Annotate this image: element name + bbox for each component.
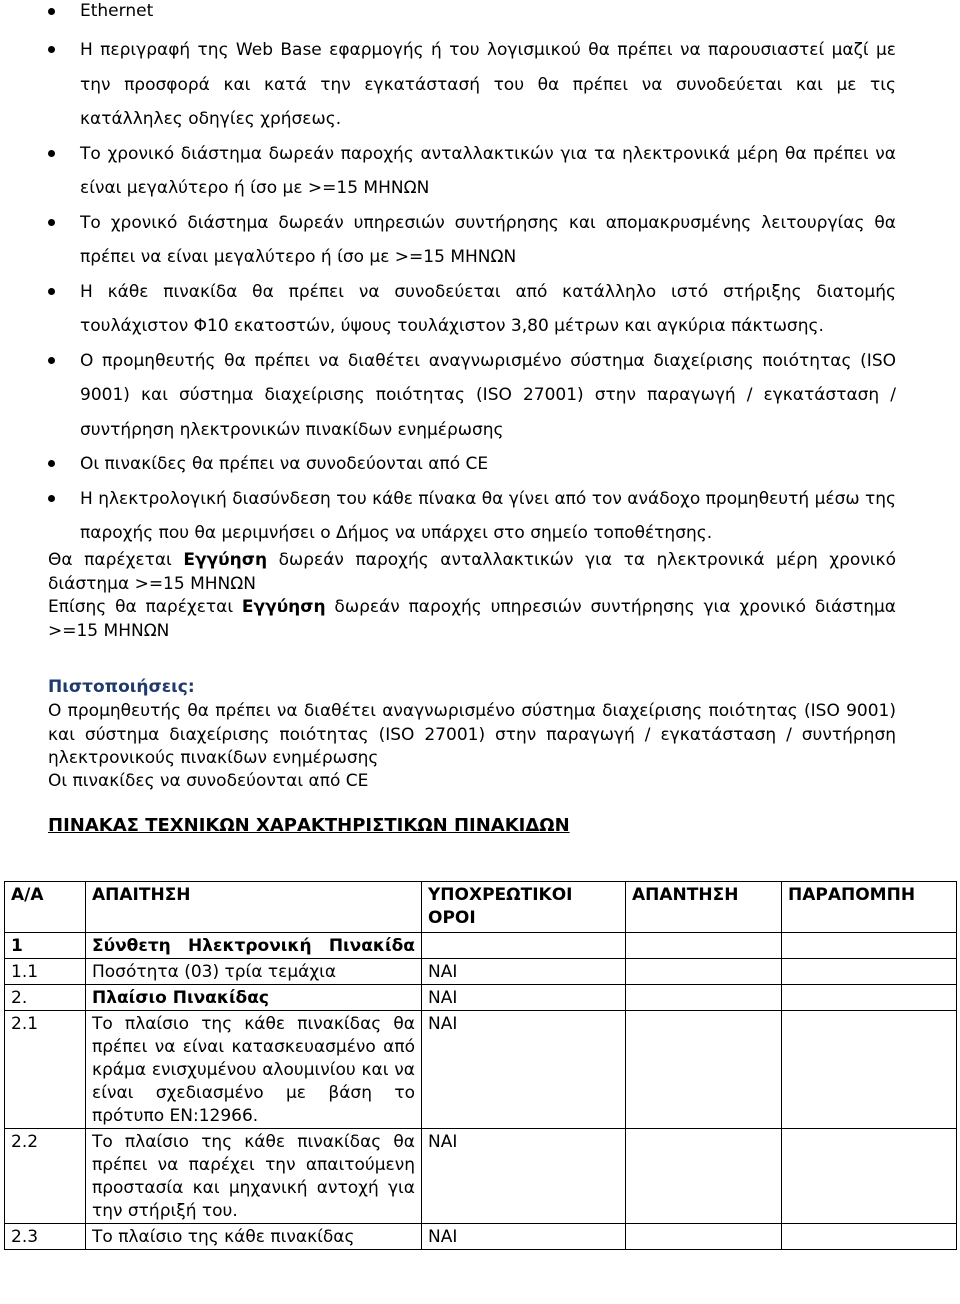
header-reference: ΠΑΡΑΠΟΜΠΗ	[782, 882, 957, 933]
bullet-icon	[48, 495, 55, 502]
table-row	[5, 985, 957, 1011]
table-row	[5, 959, 957, 985]
row-requirement: Ποσότητα (03) τρία τεμάχια	[86, 959, 422, 985]
certifications-ce: Οι πινακίδες να συνοδεύονται από CE	[48, 771, 369, 791]
requirements-list	[0, 0, 960, 551]
technical-spec-table	[4, 881, 957, 1250]
row-mandatory: ΝΑΙ	[422, 1129, 626, 1224]
row-reference	[782, 1129, 957, 1224]
row-answer	[626, 1011, 782, 1129]
row-reference	[782, 1011, 957, 1129]
bullet-icon	[48, 150, 55, 157]
table-row	[5, 933, 957, 959]
row-mandatory: ΝΑΙ	[422, 959, 626, 985]
table-title: ΠΙΝΑΚΑΣ ΤΕΧΝΙΚΩΝ ΧΑΡΑΚΤΗΡΙΣΤΙΚΩΝ ΠΙΝΑΚΙΔΩΝ	[48, 815, 570, 836]
header-mandatory: ΥΠΟΧΡΕΩΤΙΚΟΙ ΟΡΟΙ	[422, 882, 626, 933]
list-item: Η περιγραφή της Web Base εφαρμογής ή του λογισμικού θα πρέπει να παρουσιαστεί μαζί με την προσφορά και κατά την εγκατάστασή του θα πρέπει να συνοδεύεται και με τις κατάλληλες οδηγίες χρήσεως.	[0, 33, 960, 137]
row-no: 1	[5, 933, 86, 959]
row-answer	[626, 1224, 782, 1250]
row-mandatory: ΝΑΙ	[422, 985, 626, 1011]
row-reference	[782, 1224, 957, 1250]
row-mandatory: ΝΑΙ	[422, 1224, 626, 1250]
row-mandatory	[422, 933, 626, 959]
bullet-icon	[48, 288, 55, 295]
row-no: 2.2	[5, 1129, 86, 1224]
table-header-row	[5, 882, 957, 933]
bullet-icon	[48, 357, 55, 364]
row-requirement: Πλαίσιο Πινακίδας	[86, 985, 422, 1011]
row-requirement: Το πλαίσιο της κάθε πινακίδας θα πρέπει να είναι κατασκευασμένο από κράμα ενισχυμένου αλουμινίου και να είναι σχεδιασμένο με βάση το πρότυπο EN:12966.	[86, 1011, 422, 1129]
certifications-text: Ο προμηθευτής θα πρέπει να διαθέτει αναγνωρισμένο σύστημα διαχείρισης ποιότητας (ISO 9001) και σύστημα διαχείρισης ποιότητας (ISO 27001) στην παραγωγή / εγκατάσταση / συντήρηση ηλεκτρονικούς πινακίδων ενημέρωσης	[48, 701, 896, 768]
bullet-icon	[48, 460, 55, 467]
warranty-parts-paragraph: Θα παρέχεται Εγγύηση δωρεάν παροχής ανταλλακτικών για τα ηλεκτρονικά μέρη χρονικό διάστημα >=15 ΜΗΝΩΝ	[48, 550, 896, 594]
row-no: 2.	[5, 985, 86, 1011]
row-answer	[626, 959, 782, 985]
row-requirement: Σύνθετη Ηλεκτρονική Πινακίδα	[86, 933, 422, 959]
row-answer	[626, 933, 782, 959]
row-reference	[782, 985, 957, 1011]
row-mandatory: ΝΑΙ	[422, 1011, 626, 1129]
row-no: 1.1	[5, 959, 86, 985]
header-answer: ΑΠΑΝΤΗΣΗ	[626, 882, 782, 933]
bullet-icon	[48, 46, 55, 53]
row-requirement: Το πλαίσιο της κάθε πινακίδας θα πρέπει να παρέχει την απαιτούμενη προστασία και μηχανική αντοχή για την στήριξή του.	[86, 1129, 422, 1224]
header-no: Α/Α	[5, 882, 86, 933]
list-item: Η κάθε πινακίδα θα πρέπει να συνοδεύεται από κατάλληλο ιστό στήριξης διατομής τουλάχιστον Φ10 εκατοστών, ύψους τουλάχιστον 3,80 μέτρων και αγκύρια πάκτωσης.	[0, 275, 960, 344]
list-item: Ο προμηθευτής θα πρέπει να διαθέτει αναγνωρισμένο σύστημα διαχείρισης ποιότητας (ISO 9001) και σύστημα διαχείρισης ποιότητας (ISO 27001) στην παραγωγή / εγκατάσταση / συντήρηση ηλεκτρονικών πινακίδων ενημέρωσης	[0, 344, 960, 448]
header-requirement: ΑΠΑΙΤΗΣΗ	[86, 882, 422, 933]
warranty-service-paragraph: Επίσης θα παρέχεται Εγγύηση δωρεάν παροχής υπηρεσιών συντήρησης για χρονικό διάστημα >=15 ΜΗΝΩΝ	[48, 597, 896, 641]
row-answer	[626, 1129, 782, 1224]
certifications-heading: Πιστοποιήσεις:	[48, 677, 195, 697]
list-item: Το χρονικό διάστημα δωρεάν παροχής ανταλλακτικών για τα ηλεκτρονικά μέρη θα πρέπει να είναι μεγαλύτερο ή ίσο με >=15 ΜΗΝΩΝ	[0, 137, 960, 206]
row-answer	[626, 985, 782, 1011]
row-requirement: Το πλαίσιο της κάθε πινακίδας	[86, 1224, 422, 1250]
bullet-icon	[48, 8, 55, 15]
list-item: Η ηλεκτρολογική διασύνδεση του κάθε πίνακα θα γίνει από τον ανάδοχο προμηθευτή μέσω της παροχής που θα μεριμνήσει ο Δήμος να υπάρχει στο σημείο τοποθέτησης.	[0, 482, 960, 551]
row-no: 2.3	[5, 1224, 86, 1250]
table-row	[5, 1129, 957, 1224]
bullet-icon	[48, 219, 55, 226]
row-no: 2.1	[5, 1011, 86, 1129]
row-reference	[782, 933, 957, 959]
list-item: Ethernet	[0, 0, 960, 22]
list-item: Οι πινακίδες θα πρέπει να συνοδεύονται από CE	[0, 447, 960, 482]
table-row	[5, 1011, 957, 1129]
row-reference	[782, 959, 957, 985]
table-row	[5, 1224, 957, 1250]
list-item: Το χρονικό διάστημα δωρεάν υπηρεσιών συντήρησης και απομακρυσμένης λειτουργίας θα πρέπει να είναι μεγαλύτερο ή ίσο με >=15 ΜΗΝΩΝ	[0, 206, 960, 275]
